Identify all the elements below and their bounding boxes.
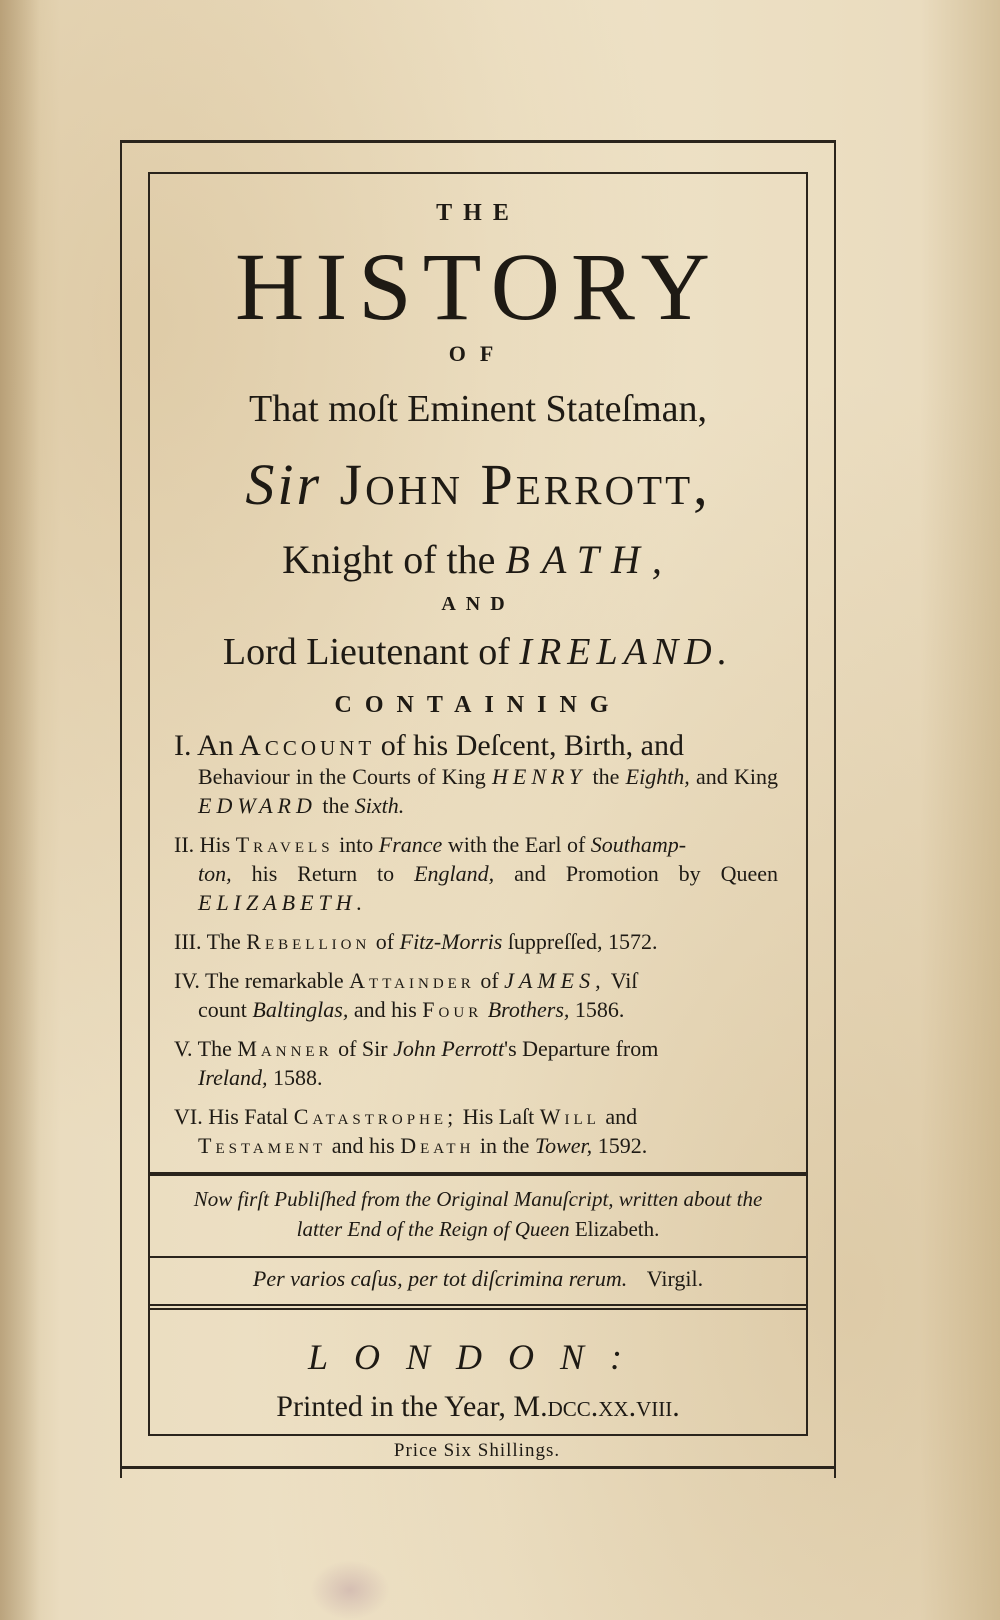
subject-line: That moſt Eminent Stateſman, <box>248 388 708 430</box>
contents-item: I. An Account of his Deſcent, Birth, and Behaviour in the Courts of King HENRY the Eighth, and King EDWARD the Sixth. <box>174 729 779 818</box>
contents-item: II. His Travels into France with the Earl of Southamp- ton, his Return to England, and Promotion by Queen ELIZABETH. <box>174 832 779 915</box>
title-history: HISTORY <box>235 233 721 340</box>
name-sir: Sir <box>245 452 323 517</box>
knight-line <box>150 536 806 583</box>
contents-item: III. The Rebellion of Fitz-Morris ſuppreſſed, 1572. <box>174 929 658 954</box>
knight-prefix: Knight of the <box>282 537 496 582</box>
page-edge-shadow <box>0 0 40 1620</box>
divider-rule <box>150 1172 806 1176</box>
title-the: THE <box>436 200 520 226</box>
contents-list <box>174 731 778 1160</box>
bath: BATH, <box>505 537 674 582</box>
containing-heading: CONTAINING <box>334 692 622 718</box>
name-main: John Perrott, <box>339 452 711 517</box>
imprint-city: LONDON: <box>307 1337 649 1377</box>
lord-line <box>150 630 806 674</box>
price-line: Price Six Shillings. <box>393 1440 561 1461</box>
divider-rule <box>150 1304 806 1310</box>
publication-note: Now firſt Publiſhed from the Original Manuſcript, written about the latter End of the Reign of Queen Elizabeth. <box>193 1187 763 1241</box>
contents-item: IV. The remarkable Attainder of JAMES, Viſ count Baltinglas, and his Four Brothers, 1586. <box>174 968 638 1022</box>
divider-rule <box>150 1256 806 1258</box>
imprint-line: Printed in the Year, M.dcc.xx.viii. <box>276 1390 680 1423</box>
ink-stain <box>310 1560 390 1620</box>
lord-prefix: Lord Lieutenant of <box>222 631 510 673</box>
contents-item: VI. His Fatal Cataſtrophe; His Laſt Will and Teſtament and his Death in the Tower, 1592. <box>174 1104 648 1158</box>
ireland: IRELAND. <box>519 631 734 673</box>
motto: Per varios caſus, per tot diſcrimina rerum. Virgil. <box>252 1266 704 1291</box>
title-of: OF <box>448 341 508 366</box>
and-word: AND <box>441 593 515 615</box>
subject-name <box>150 451 806 518</box>
title-page <box>150 174 806 1424</box>
outer-bottom-rule <box>120 1466 834 1469</box>
contents-item: V. The Manner of Sir John Perrott's Departure from Ireland, 1588. <box>174 1036 659 1090</box>
